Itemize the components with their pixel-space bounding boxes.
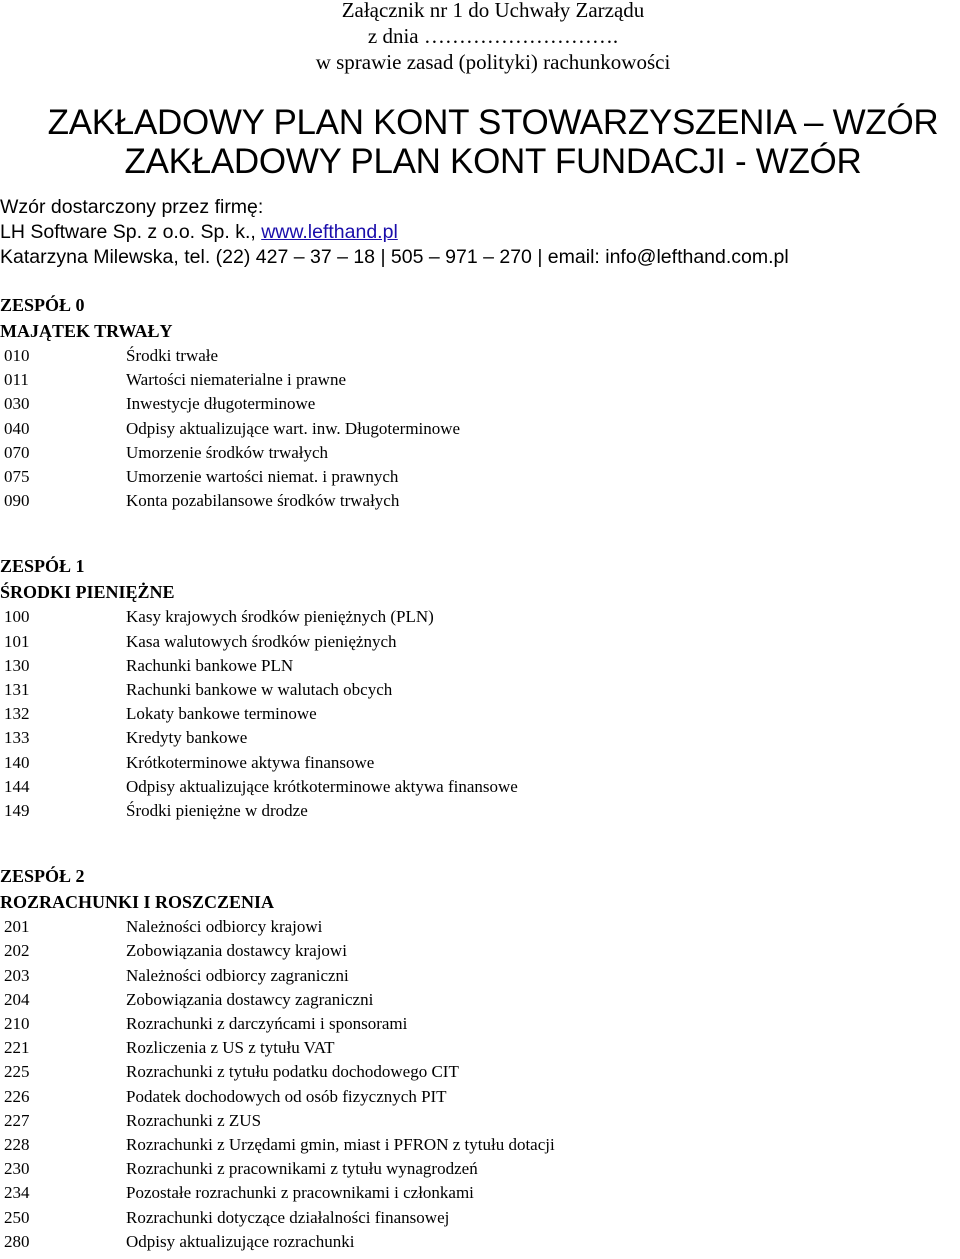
account-row: [0, 368, 960, 392]
website-link[interactable]: www.lefthand.pl: [261, 221, 398, 243]
account-row: [0, 605, 960, 629]
account-name: Środki pieniężne w drodze: [126, 801, 308, 821]
section-code: ZESPÓŁ 1: [0, 556, 85, 577]
account-number: 132: [4, 704, 30, 724]
account-row: [0, 441, 960, 465]
contact-line: Katarzyna Milewska, tel. (22) 427 – 37 – 18 | 505 – 971 – 270 | email: info@lefthand.com.pl: [0, 246, 789, 268]
account-name: Lokaty bankowe terminowe: [126, 704, 317, 724]
account-name: Środki trwałe: [126, 346, 219, 365]
account-row: [0, 489, 960, 513]
account-number: 201: [4, 917, 30, 937]
account-row: [0, 939, 960, 963]
account-name: Rozliczenia z US z tytułu VAT: [126, 1038, 335, 1058]
account-row: [0, 1157, 960, 1181]
account-name: Kasy krajowych środków pieniężnych (PLN): [126, 607, 434, 627]
account-number: 202: [4, 941, 30, 961]
account-row: [0, 751, 960, 775]
account-number: 250: [4, 1207, 30, 1227]
account-row: [0, 1181, 960, 1205]
company-name: LH Software Sp. z o.o. Sp. k.,: [0, 221, 262, 243]
account-number: 130: [4, 655, 30, 675]
account-row: [0, 964, 960, 988]
account-row: [0, 1085, 960, 1109]
account-name: Rachunki bankowe PLN: [126, 655, 294, 675]
account-number: 226: [4, 1086, 30, 1106]
section-group-2: [0, 863, 960, 1254]
account-name: Umorzenie środków trwałych: [126, 442, 329, 462]
section-group-1: [0, 553, 960, 823]
account-name: Należności odbiorcy krajowi: [126, 917, 323, 937]
company-line: [0, 220, 960, 245]
account-row: [0, 630, 960, 654]
account-row: [0, 1133, 960, 1157]
account-name: Rozrachunki z tytułu podatku dochodowego CIT: [126, 1062, 459, 1082]
provider-info: [0, 195, 960, 270]
account-name: Rozrachunki z darczyńcami i sponsorami: [126, 1014, 408, 1034]
account-name: Rozrachunki z pracownikami z tytułu wynagrodzeń: [126, 1159, 478, 1179]
account-number: 210: [4, 1014, 30, 1034]
account-name: Krótkoterminowe aktywa finansowe: [126, 752, 375, 772]
account-number: 149: [4, 801, 30, 821]
account-row: [0, 1206, 960, 1230]
account-name: Odpisy aktualizujące wart. inw. Długoterminowe: [126, 418, 461, 438]
provided-by-text: Wzór dostarczony przez firmę:: [0, 196, 264, 218]
account-row: [0, 702, 960, 726]
account-name: Kredyty bankowe: [126, 728, 248, 748]
document-header: [0, 0, 960, 75]
account-row: [0, 417, 960, 441]
account-number: 230: [4, 1159, 30, 1179]
account-row: [0, 654, 960, 678]
account-number: 101: [4, 631, 30, 651]
section-name: MAJĄTEK TRWAŁY: [0, 321, 173, 341]
account-name: Podatek dochodowych od osób fizycznych PIT: [126, 1086, 447, 1106]
account-name: Rozrachunki dotyczące działalności finansowej: [126, 1207, 450, 1227]
date-line: z dnia ……………………….: [367, 24, 619, 48]
account-number: 221: [4, 1038, 30, 1058]
account-row: [0, 1036, 960, 1060]
account-number: 234: [4, 1183, 30, 1203]
account-number: 228: [4, 1135, 30, 1155]
subject-line: w sprawie zasad (polityki) rachunkowości: [315, 50, 671, 74]
account-number: 144: [4, 776, 30, 796]
account-name: Rachunki bankowe w walutach obcych: [126, 680, 393, 700]
account-number: 225: [4, 1062, 30, 1082]
account-number: 070: [4, 442, 30, 462]
account-name: Pozostałe rozrachunki z pracownikami i członkami: [126, 1183, 474, 1203]
account-name: Konta pozabilansowe środków trwałych: [126, 491, 400, 511]
account-name: Umorzenie wartości niemat. i prawnych: [126, 467, 399, 487]
document-titles: [0, 103, 960, 181]
section-name: ŚRODKI PIENIĘŻNE: [0, 582, 175, 603]
account-row: [0, 1109, 960, 1133]
section-group-0: [0, 292, 960, 513]
account-row: [0, 988, 960, 1012]
attachment-line: Załącznik nr 1 do Uchwały Zarządu: [341, 0, 645, 22]
section-name: ROZRACHUNKI I ROSZCZENIA: [0, 892, 275, 913]
account-number: 090: [4, 491, 30, 511]
account-number: 011: [4, 370, 29, 390]
account-row: [0, 726, 960, 750]
account-row: [0, 1012, 960, 1036]
account-list: [0, 915, 960, 1254]
account-row: [0, 775, 960, 799]
account-number: 075: [4, 467, 30, 487]
account-number: 040: [4, 418, 30, 438]
account-number: 203: [4, 965, 30, 985]
account-row: [0, 465, 960, 489]
account-name: Rozrachunki z Urzędami gmin, miast i PFRON z tytułu dotacji: [126, 1135, 555, 1155]
account-row: [0, 1060, 960, 1084]
account-list: [0, 605, 960, 823]
title-association: ZAKŁADOWY PLAN KONT STOWARZYSZENIA – WZÓR: [47, 103, 939, 142]
account-row: [0, 799, 960, 823]
account-name: Kasa walutowych środków pieniężnych: [126, 631, 397, 651]
account-row: [0, 344, 960, 368]
account-name: Inwestycje długoterminowe: [126, 394, 316, 414]
section-code: ZESPÓŁ 0: [0, 295, 85, 315]
account-number: 227: [4, 1110, 30, 1130]
account-name: Odpisy aktualizujące krótkoterminowe aktywa finansowe: [126, 776, 518, 796]
account-row: [0, 1230, 960, 1254]
account-number: 131: [4, 680, 30, 700]
account-name: Odpisy aktualizujące rozrachunki: [126, 1231, 355, 1251]
account-number: 280: [4, 1231, 30, 1251]
account-row: [0, 678, 960, 702]
account-number: 030: [4, 394, 30, 414]
account-name: Należności odbiorcy zagraniczni: [126, 965, 349, 985]
account-row: [0, 392, 960, 416]
section-code: ZESPÓŁ 2: [0, 866, 85, 887]
account-number: 133: [4, 728, 30, 748]
account-row: [0, 915, 960, 939]
account-number: 140: [4, 752, 30, 772]
account-name: Wartości niematerialne i prawne: [126, 370, 347, 390]
title-foundation: ZAKŁADOWY PLAN KONT FUNDACJI - WZÓR: [124, 142, 862, 181]
account-name: Rozrachunki z ZUS: [126, 1110, 262, 1130]
account-name: Zobowiązania dostawcy krajowi: [126, 941, 347, 961]
account-number: 100: [4, 607, 30, 627]
account-number: 010: [4, 346, 30, 365]
account-list: [0, 344, 960, 513]
account-number: 204: [4, 989, 30, 1009]
account-name: Zobowiązania dostawcy zagraniczni: [126, 989, 374, 1009]
